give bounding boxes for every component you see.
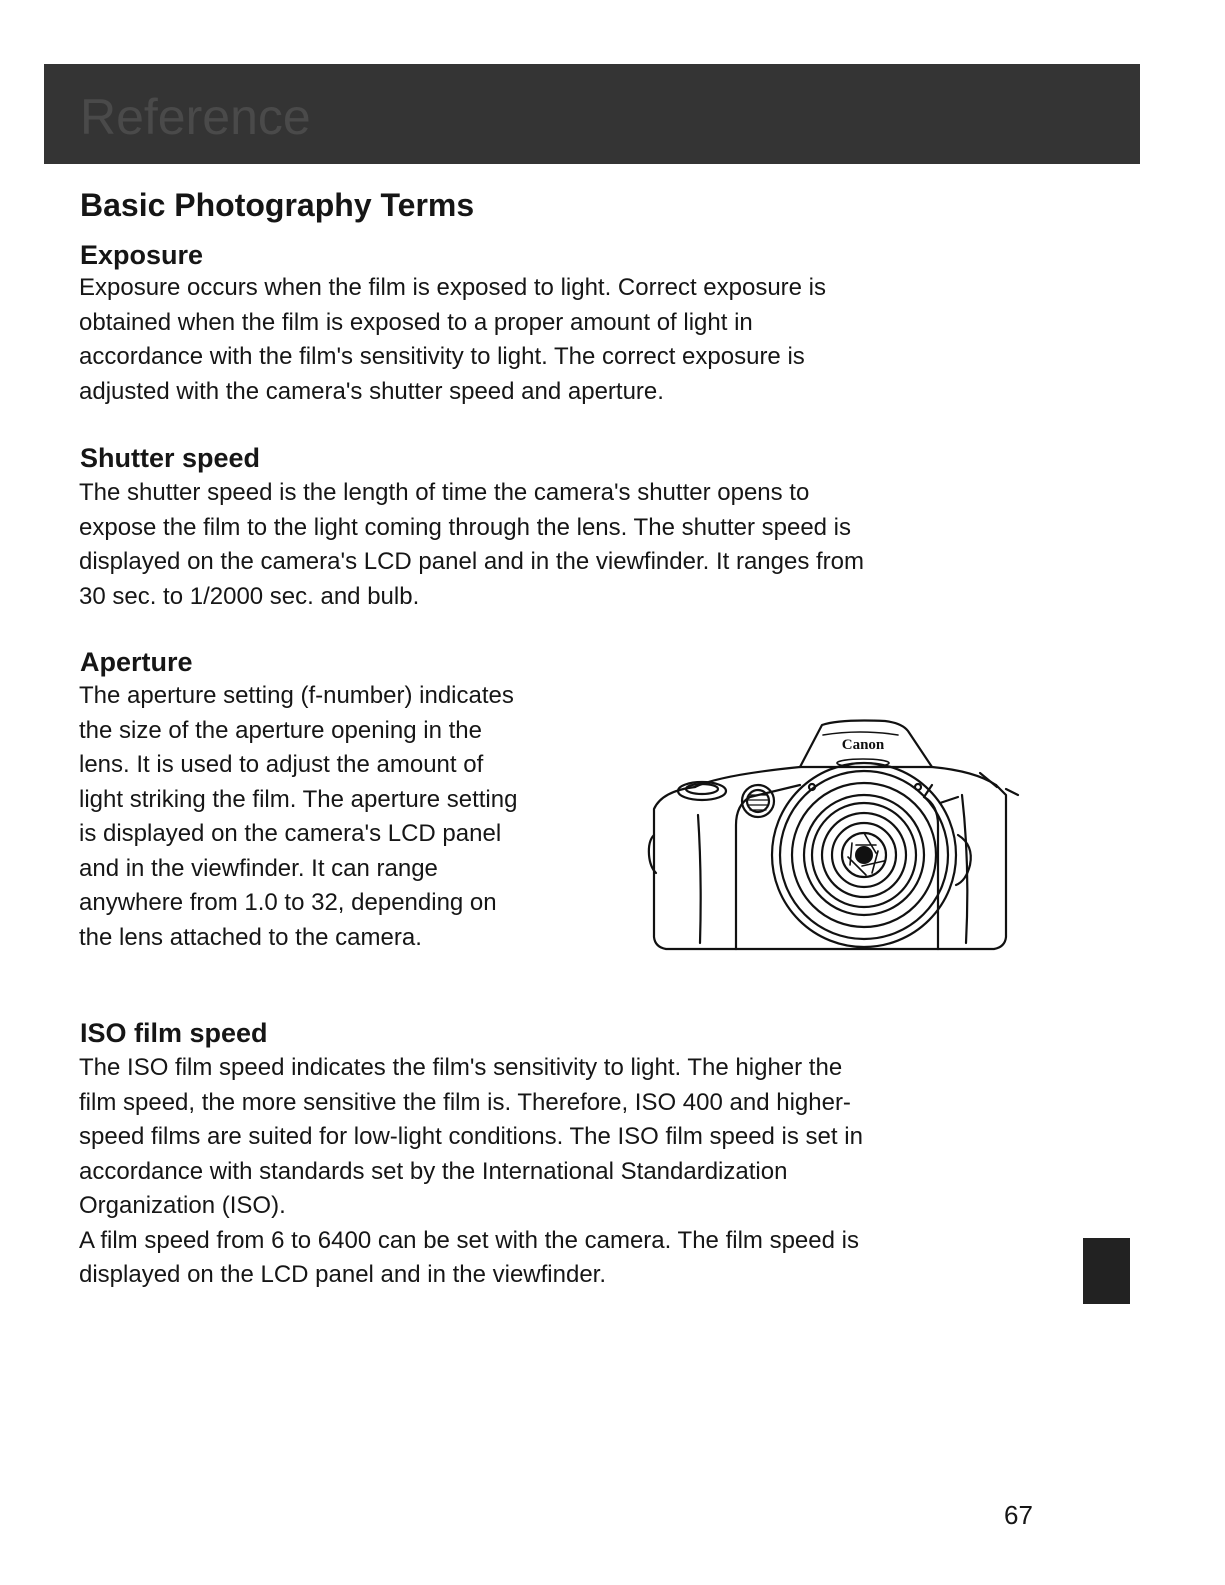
chapter-tab-marker — [1083, 1238, 1130, 1304]
camera-brand-text: Canon — [841, 737, 885, 753]
exposure-heading: Exposure — [80, 240, 204, 270]
aperture-body: The aperture setting (f-number) indicates the size of the aperture opening in the lens. It is used to adjust the amount of light striking the film. The aperture setting is displayed on the camera's LCD panel and in the viewfinder. It can range anywhere from 1.0 to 32, depending on the lens attached to the camera. — [79, 682, 518, 951]
aperture-heading: Aperture — [80, 647, 193, 677]
shutter-speed-body: The shutter speed is the length of time the camera's shutter opens to expose the film to the light coming through the lens. The shutter speed is displayed on the camera's LCD panel and in the viewfinder. It ranges from 30 sec. to 1/2000 sec. and bulb. — [79, 479, 865, 610]
page-title: Basic Photography Terms — [80, 187, 475, 223]
page-number: 67 — [1004, 1500, 1033, 1530]
iso-film-speed-body: The ISO film speed indicates the film's sensitivity to light. The higher the film speed, the more sensitive the film is. Therefore, ISO 400 and higher- speed films are suited for low-light conditions. The ISO film speed is set in accordance with standards set by the International Standardization Organization (ISO). A film speed from 6 to 6400 can be set with the camera. The film speed is displayed on the LCD panel and in the viewfinder. — [79, 1054, 863, 1288]
iso-film-speed-heading: ISO film speed — [80, 1018, 268, 1048]
section-header-label: Reference — [80, 89, 311, 145]
camera-illustration — [640, 705, 1025, 975]
shutter-speed-heading: Shutter speed — [80, 443, 261, 473]
exposure-body: Exposure occurs when the film is exposed to light. Correct exposure is obtained when the film is exposed to a proper amount of light in accordance with the film's sensitivity to light. The correct exposure is adjusted with the camera's shutter speed and aperture. — [79, 274, 827, 405]
